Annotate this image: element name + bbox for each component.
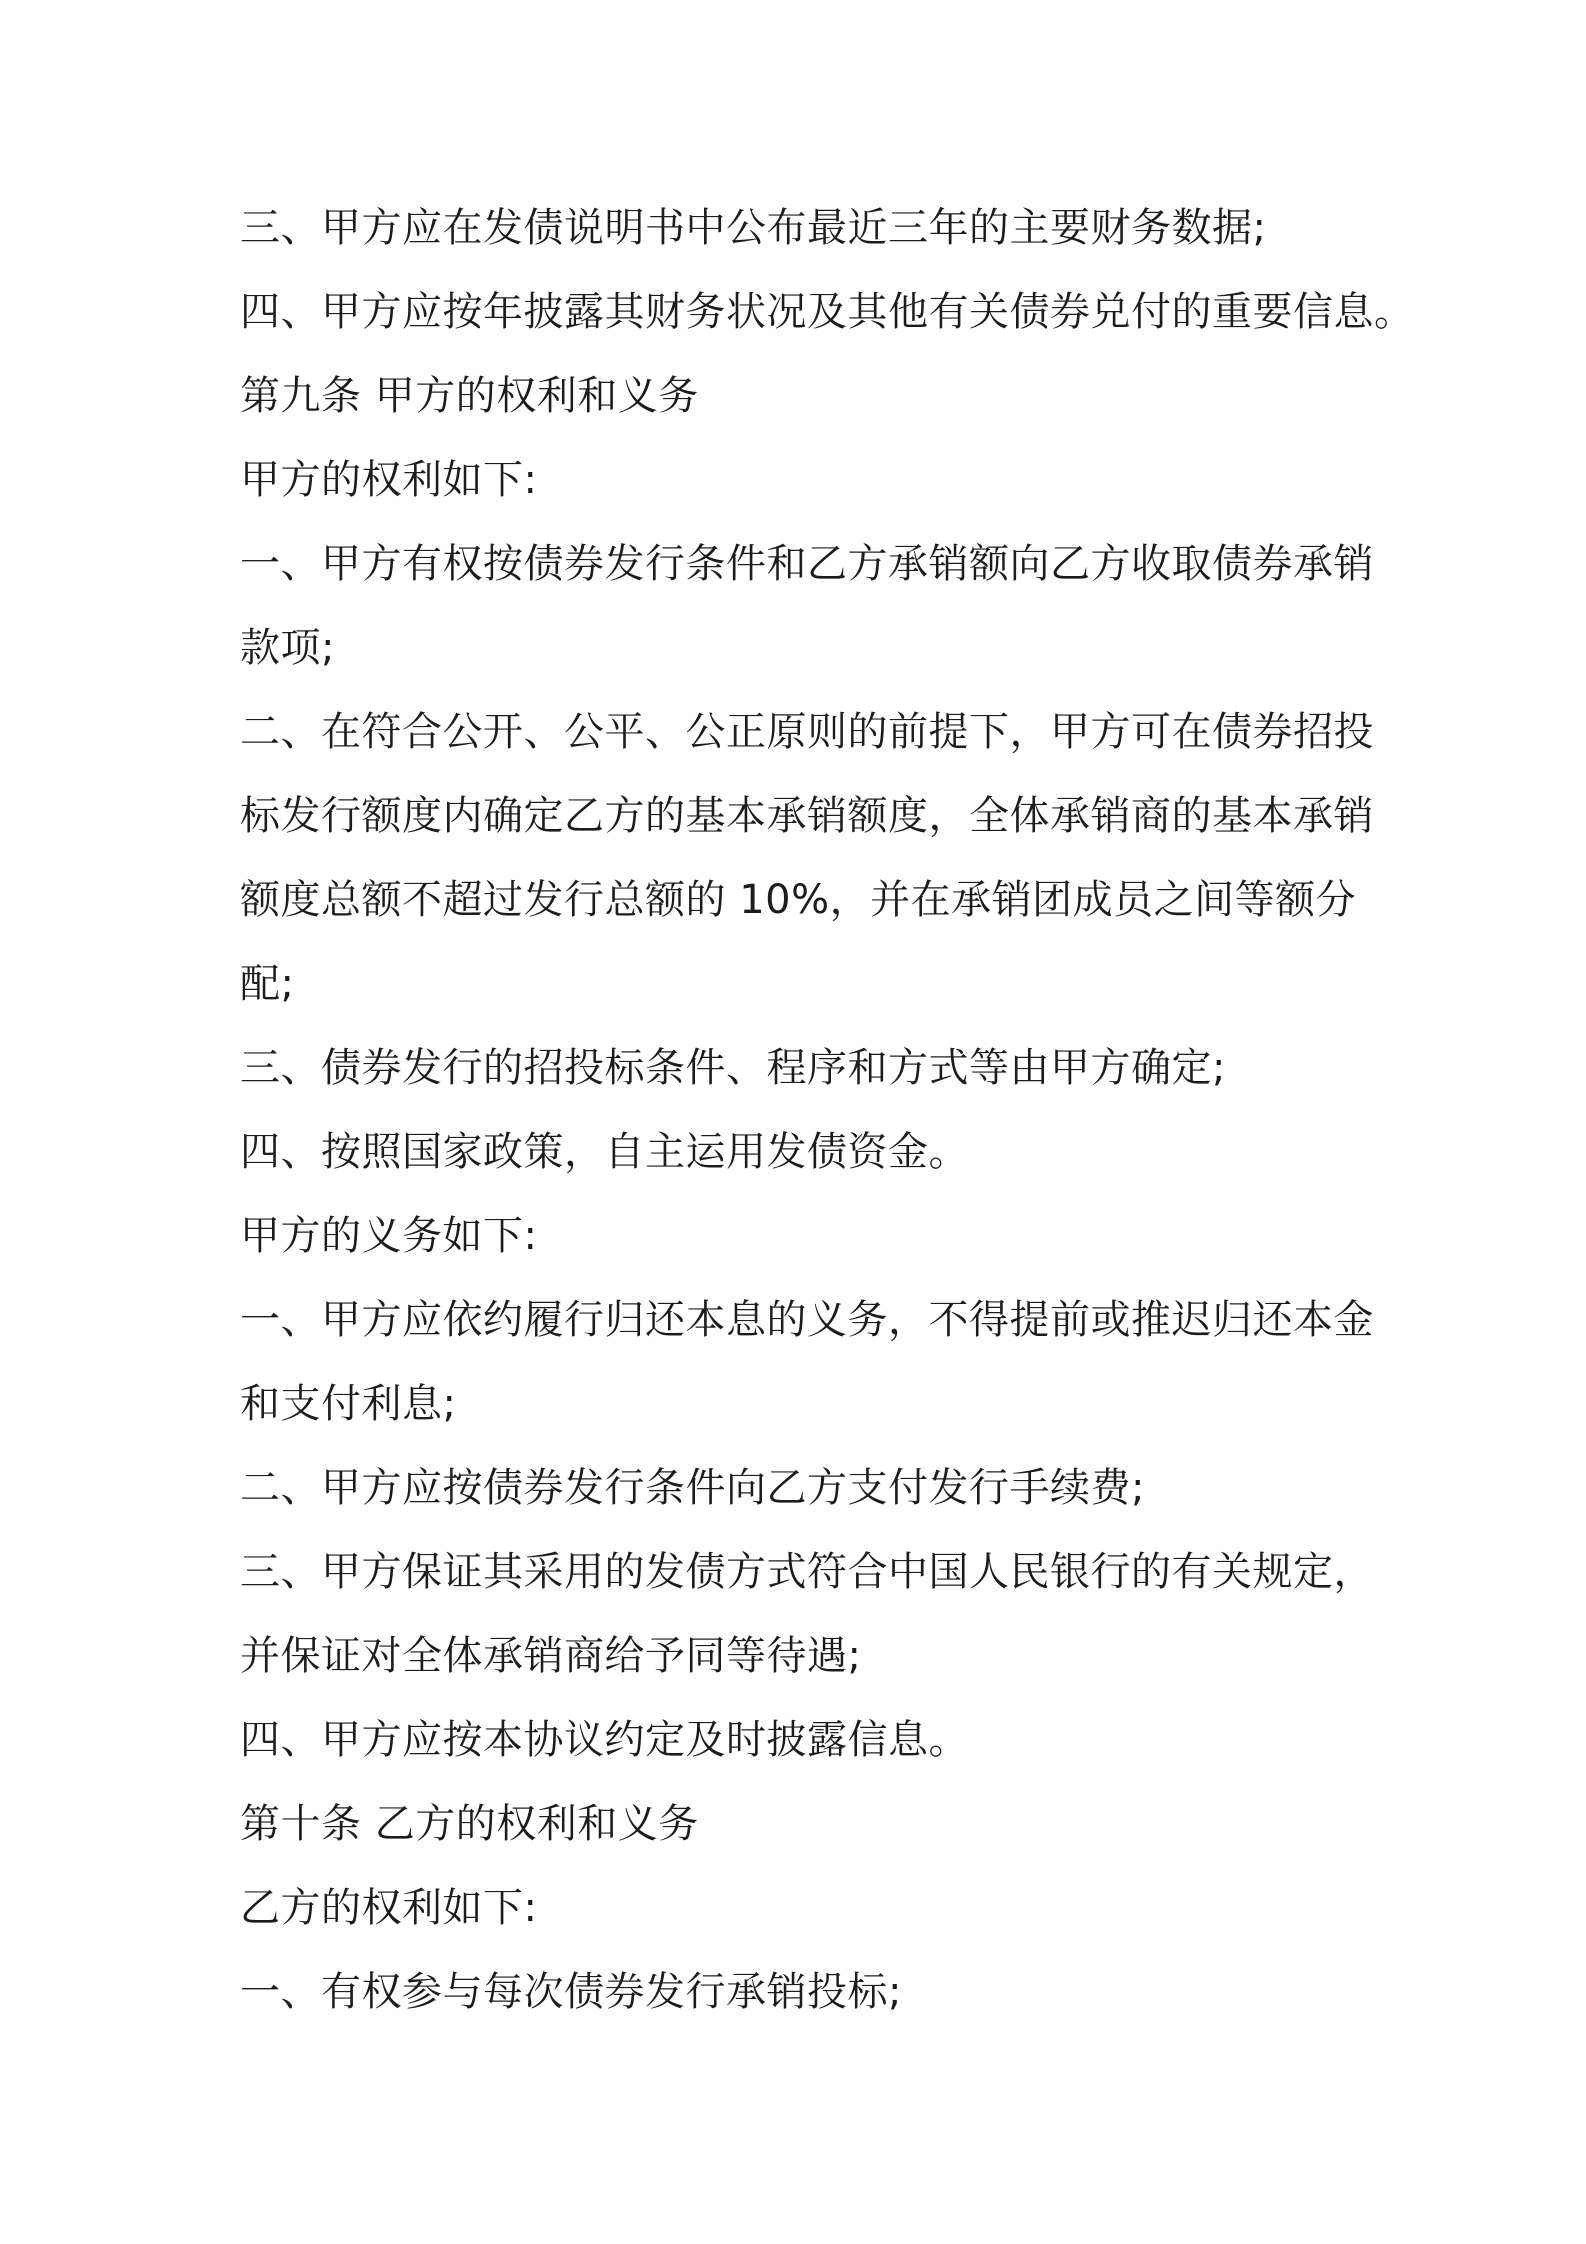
paragraph-line: 三、甲方应在发债说明书中公布最近三年的主要财务数据; — [240, 205, 1267, 251]
paragraph-line: 四、甲方应按年披露其财务状况及其他有关债券兑付的重要信息。 — [240, 289, 1415, 335]
paragraph-line: 一、甲方应依约履行归还本息的义务，不得提前或推迟归还本金 — [240, 1297, 1374, 1343]
paragraph-line: 标发行额度内确定乙方的基本承销额度，全体承销商的基本承销 — [240, 793, 1374, 839]
subsection-heading: 乙方的权利如下: — [240, 1885, 538, 1931]
section-heading: 第九条 甲方的权利和义务 — [240, 373, 699, 419]
paragraph-line: 三、甲方保证其采用的发债方式符合中国人民银行的有关规定， — [240, 1549, 1374, 1595]
section-heading: 第十条 乙方的权利和义务 — [240, 1801, 699, 1847]
paragraph-line: 二、在符合公开、公平、公正原则的前提下，甲方可在债券招投 — [240, 709, 1374, 755]
document-body — [240, 186, 1420, 2034]
paragraph-line: 款项; — [240, 625, 335, 671]
paragraph-line: 三、债券发行的招投标条件、程序和方式等由甲方确定; — [240, 1045, 1226, 1091]
paragraph-line: 配; — [240, 961, 295, 1007]
paragraph-line: 额度总额不超过发行总额的 10%，并在承销团成员之间等额分 — [240, 877, 1357, 923]
paragraph-line: 一、有权参与每次债券发行承销投标; — [240, 1969, 902, 2015]
paragraph-line: 和支付利息; — [240, 1381, 457, 1427]
subsection-heading: 甲方的权利如下: — [240, 457, 538, 503]
paragraph-line: 一、甲方有权按债券发行条件和乙方承销额向乙方收取债券承销 — [240, 541, 1374, 587]
paragraph-line: 四、甲方应按本协议约定及时披露信息。 — [240, 1717, 969, 1763]
subsection-heading: 甲方的义务如下: — [240, 1213, 538, 1259]
paragraph-line: 并保证对全体承销商给予同等待遇; — [240, 1633, 862, 1679]
paragraph-line: 四、按照国家政策，自主运用发债资金。 — [240, 1129, 969, 1175]
paragraph-line: 二、甲方应按债券发行条件向乙方支付发行手续费; — [240, 1465, 1145, 1511]
